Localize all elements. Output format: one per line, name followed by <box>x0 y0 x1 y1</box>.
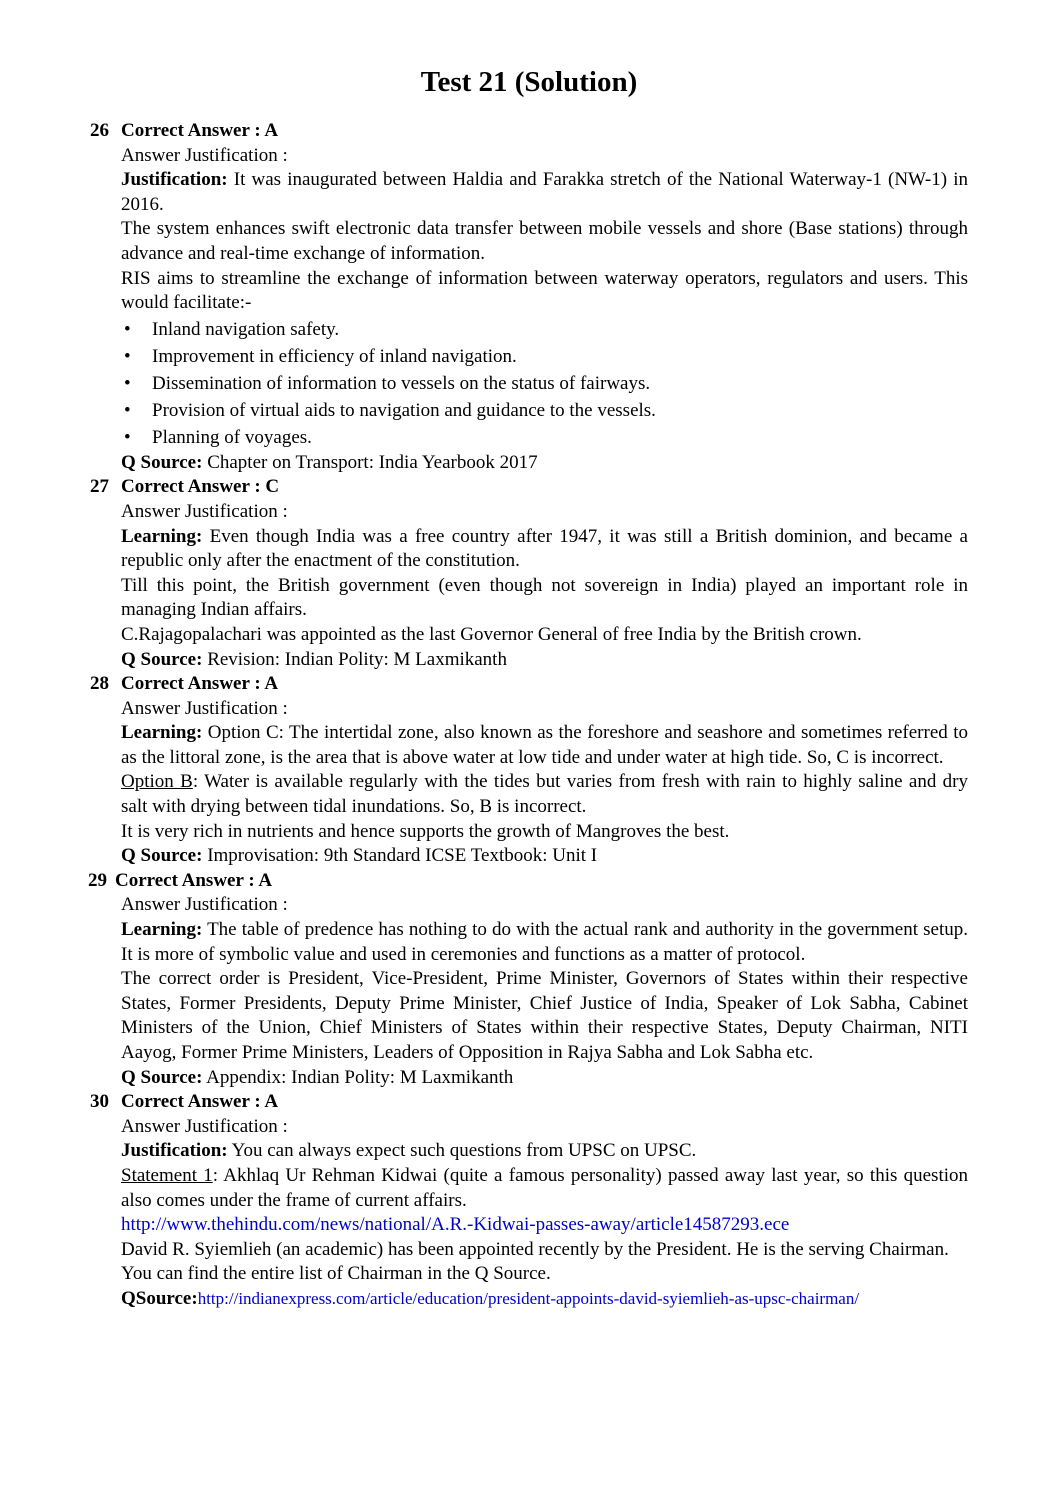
q-source-text: Revision: Indian Polity: M Laxmikanth <box>202 648 507 670</box>
q-source-text: Improvisation: 9th Standard ICSE Textbook: Unit I <box>202 845 598 867</box>
paragraph-label: Justification: <box>121 169 228 191</box>
paragraph-label: Statement 1 <box>121 1164 213 1186</box>
paragraph-label: Learning: <box>121 525 203 547</box>
paragraph <box>121 1164 968 1213</box>
paragraph-label: Learning: <box>121 919 203 941</box>
answer-justification-label: Answer Justification : <box>121 894 288 916</box>
bullet-icon: • <box>124 318 131 340</box>
question-number: 28 <box>90 673 109 695</box>
bullet-icon: • <box>124 426 131 448</box>
paragraph: It is very rich in nutrients and hence supports the growth of Mangroves the best. <box>121 820 730 842</box>
q-source <box>121 1287 968 1312</box>
paragraph <box>121 770 968 819</box>
list-item <box>121 424 968 451</box>
correct-answer: Correct Answer : C <box>121 476 280 498</box>
correct-answer: Correct Answer : A <box>121 673 279 695</box>
paragraph-text: It was inaugurated between Haldia and Farakka stretch of the National Waterway-1 (NW-1) in 2016. <box>121 169 968 215</box>
paragraph: The correct order is President, Vice-President, Prime Minister, Governors of States within their respective States, Former Presidents, Deputy Prime Minister, Chief Justice of India, Speaker of Lok Sabha, Cabinet Ministers of the Union, Chief Ministers of States within their respective States, Deputy Chairman, NITI Aayog, Former Prime Ministers, Leaders of Opposition in Rajya Sabha and Lok Sabha etc. <box>121 968 968 1063</box>
correct-answer: Correct Answer : A <box>121 120 279 141</box>
thehindu-link[interactable]: http://www.thehindu.com/news/national/A.R.-Kidwai-passes-away/article14587293.ece <box>121 1214 790 1236</box>
q-source-label: Q Source: <box>121 451 203 473</box>
question-number: 30 <box>90 1091 109 1113</box>
q-source-label: Q Source: <box>121 845 203 867</box>
question-26 <box>90 119 968 475</box>
paragraph-text: The table of predence has nothing to do with the actual rank and authority in the government setup. It is more of symbolic value and used in ceremonies and functions as a matter of protocol. <box>121 919 968 965</box>
paragraph-label: Option B <box>121 771 193 793</box>
paragraph: Till this point, the British government (even though not sovereign in India) played an important role in managing Indian affairs. <box>121 574 968 621</box>
question-27 <box>90 475 968 672</box>
list-item-text: Inland navigation safety. <box>152 318 340 340</box>
paragraph-label: Justification: <box>121 1140 228 1162</box>
list-item-text: Dissemination of information to vessels on the status of fairways. <box>152 372 651 394</box>
paragraph: David R. Syiemlieh (an academic) has been appointed recently by the President. He is the serving Chairman. <box>121 1238 949 1260</box>
correct-answer: Correct Answer : A <box>115 869 273 891</box>
paragraph: C.Rajagopalachari was appointed as the last Governor General of free India by the British crown. <box>121 623 862 645</box>
q-source-label: Q Source: <box>121 1066 203 1088</box>
q-source-label: Q Source: <box>121 648 203 670</box>
bullet-icon: • <box>124 345 131 367</box>
list-item <box>121 397 968 424</box>
question-number: 26 <box>90 120 109 141</box>
bullet-list <box>121 316 968 451</box>
bullet-icon: • <box>124 399 131 421</box>
question-29 <box>90 869 968 1090</box>
q-source-label: QSource: <box>121 1287 198 1309</box>
paragraph <box>121 525 968 574</box>
q-source <box>121 451 968 476</box>
document-body <box>90 119 968 1312</box>
bullet-icon: • <box>124 372 131 394</box>
indianexpress-link[interactable]: http://indianexpress.com/article/education/president-appoints-david-syiemlieh-as-upsc-chairman/ <box>197 1288 860 1308</box>
list-item-text: Planning of voyages. <box>152 426 312 448</box>
paragraph <box>121 918 968 967</box>
paragraph: The system enhances swift electronic data transfer between mobile vessels and shore (Base stations) through advance and real-time exchange of information. <box>121 218 968 264</box>
question-30 <box>90 1090 968 1311</box>
q-source <box>121 844 968 869</box>
q-source-text: Chapter on Transport: India Yearbook 2017 <box>202 451 538 473</box>
q-source-text: Appendix: Indian Polity: M Laxmikanth <box>202 1066 514 1088</box>
paragraph-text: You can always expect such questions from UPSC on UPSC. <box>227 1140 697 1162</box>
paragraph <box>121 168 968 217</box>
list-item <box>121 343 968 370</box>
answer-justification-label: Answer Justification : <box>121 697 288 719</box>
answer-justification-label: Answer Justification : <box>121 500 288 522</box>
paragraph <box>121 721 968 770</box>
answer-justification-label: Answer Justification : <box>121 1115 288 1137</box>
q-source <box>121 1066 968 1091</box>
paragraph: You can find the entire list of Chairman in the Q Source. <box>121 1263 551 1285</box>
question-28 <box>90 672 968 869</box>
paragraph <box>121 1139 968 1164</box>
paragraph-text: Even though India was a free country after 1947, it was still a British dominion, and became a republic only after the enactment of the constitution. <box>121 525 968 572</box>
link-thehindu <box>121 1213 968 1238</box>
page-title: Test 21 (Solution) <box>420 66 638 98</box>
paragraph-text: : Water is available regularly with the tides but varies from fresh with rain to highly saline and dry salt with drying between tidal inundations. So, B is incorrect. <box>121 771 968 818</box>
list-item-text: Improvement in efficiency of inland navigation. <box>152 345 517 367</box>
list-item <box>121 316 968 343</box>
q-source <box>121 648 968 673</box>
paragraph-label: Learning: <box>121 722 203 744</box>
paragraph: RIS aims to streamline the exchange of information between waterway operators, regulators and users. This would facilitate:- <box>121 267 968 314</box>
paragraph-text: Option C: The intertidal zone, also known as the foreshore and seashore and sometimes referred to as the littoral zone, is the area that is above water at low tide and under water at high tide. So, C is incorrect. <box>121 722 968 768</box>
question-number: 27 <box>90 476 109 498</box>
correct-answer: Correct Answer : A <box>121 1091 279 1113</box>
list-item-text: Provision of virtual aids to navigation and guidance to the vessels. <box>152 399 656 421</box>
answer-justification-label: Answer Justification : <box>121 144 288 166</box>
paragraph-text: : Akhlaq Ur Rehman Kidwai (quite a famous personality) passed away last year, so this question also comes under the frame of current affairs. <box>121 1164 969 1211</box>
list-item <box>121 370 968 397</box>
question-number: 29 <box>88 869 107 891</box>
